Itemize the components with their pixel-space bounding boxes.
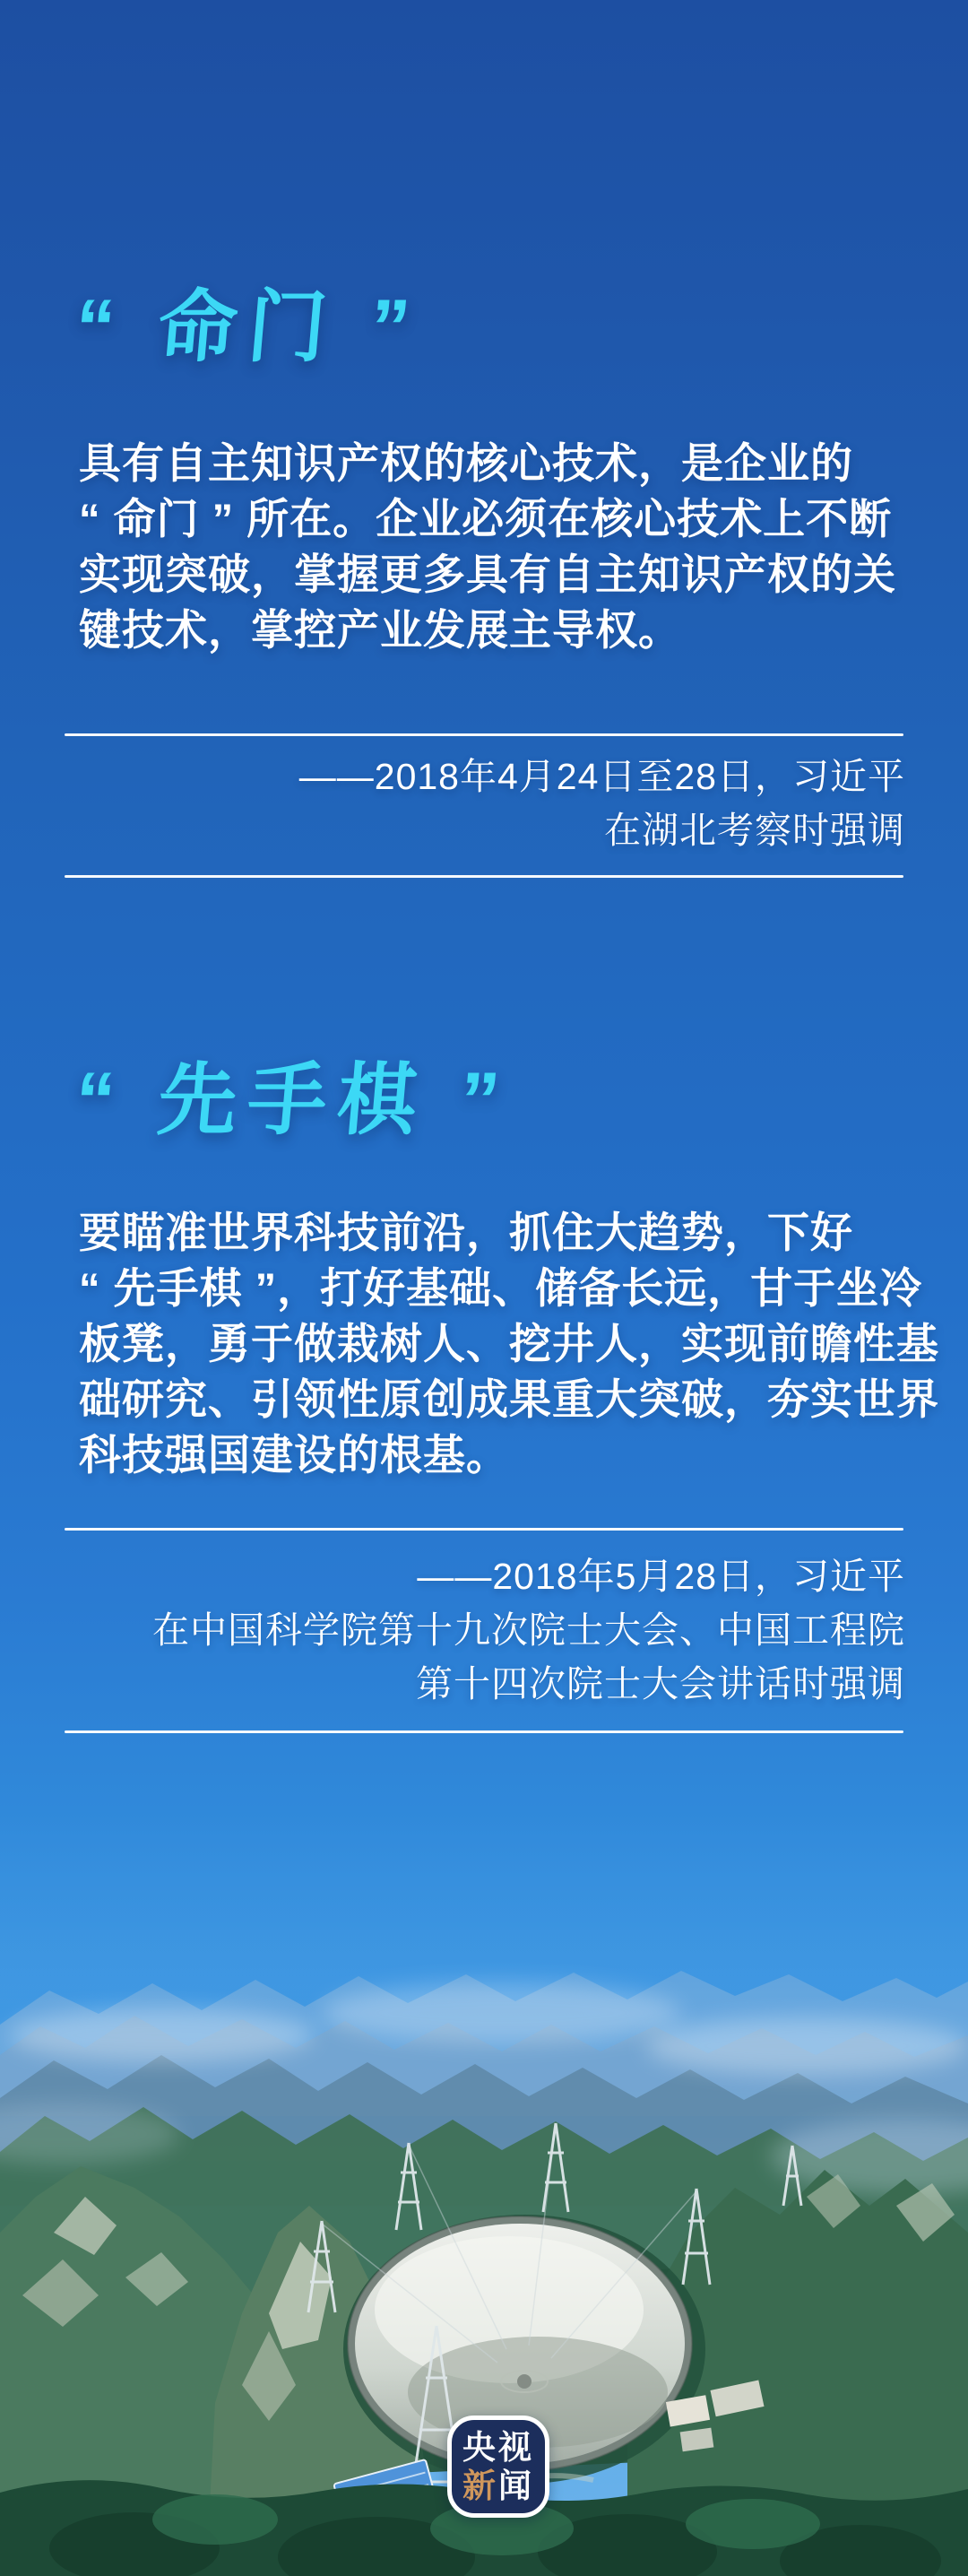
- paragraph-line: “ 先手棋 ”，打好基础、储备长远，甘于坐冷: [79, 1264, 923, 1312]
- forest-canopy: [152, 2494, 278, 2545]
- section-1-paragraph: [79, 436, 896, 658]
- divider-line: [65, 875, 903, 878]
- logo-char: 闻: [498, 2468, 534, 2504]
- attribution-line: 第十四次院士大会讲话时强调: [416, 1663, 905, 1704]
- feed-cabin: [517, 2374, 532, 2389]
- mist: [323, 1982, 681, 2043]
- logo-accent-char: 新: [462, 2468, 498, 2504]
- paragraph-line: “ 命门 ” 所在。企业必须在核心技术上不断: [79, 495, 893, 542]
- paragraph-line: 础研究、引领性原创成果重大突破，夯实世界: [79, 1375, 939, 1423]
- paragraph-line: 板凳，勇于做栽树人、挖井人，实现前瞻性基: [79, 1320, 939, 1367]
- divider-line: [65, 1730, 903, 1733]
- paragraph-line: 科技强国建设的根基。: [79, 1431, 509, 1479]
- paragraph-line: 要瞄准世界科技前沿，抓住大趋势，下好: [79, 1209, 853, 1256]
- forest-canopy: [686, 2499, 820, 2549]
- mist: [645, 2017, 968, 2075]
- logo-text-top: 央视: [462, 2429, 534, 2466]
- paragraph-line: 实现突破，掌握更多具有自主知识产权的关: [79, 551, 896, 598]
- mist: [9, 2008, 314, 2062]
- section-2-title: “ 先手棋 ”: [71, 1055, 514, 1144]
- section-2-paragraph: [79, 1205, 939, 1483]
- divider-line: [65, 1528, 903, 1531]
- section-2-attribution: [152, 1549, 905, 1711]
- section-1-attribution: [299, 750, 905, 857]
- attribution-line: ——2018年4月24日至28日，习近平: [298, 756, 905, 797]
- attribution-line: ——2018年5月28日，习近平: [417, 1556, 905, 1597]
- cctv-news-logo: [447, 2416, 549, 2518]
- paragraph-line: 具有自主知识产权的核心技术，是企业的: [79, 439, 853, 487]
- logo-text-bottom: [462, 2467, 534, 2505]
- paragraph-line: 键技术，掌控产业发展主导权。: [79, 606, 681, 654]
- divider-line: [65, 733, 903, 736]
- attribution-line: 在湖北考察时强调: [604, 810, 905, 851]
- attribution-line: 在中国科学院第十九次院士大会、中国工程院: [152, 1609, 905, 1651]
- section-1-title: “ 命门 ”: [71, 282, 425, 371]
